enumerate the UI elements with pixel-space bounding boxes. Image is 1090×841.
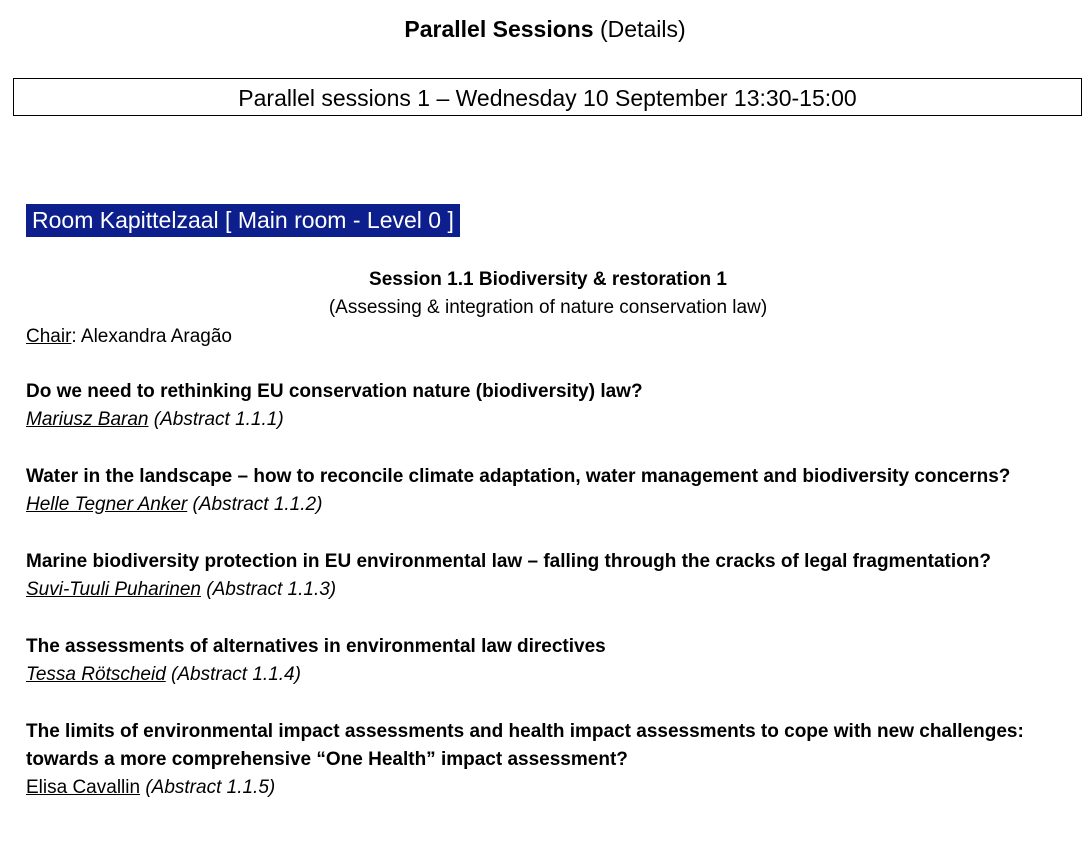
talk-author: Tessa Rötscheid — [26, 664, 166, 685]
session-title: Session 1.1 Biodiversity & restoration 1 — [369, 269, 727, 290]
talk-author-line — [26, 491, 1086, 519]
talk-title: The assessments of alternatives in environmental law directives — [26, 636, 606, 657]
talk-author-line — [26, 661, 1086, 689]
talk-abstract-ref: (Abstract 1.1.2) — [187, 494, 323, 515]
talk-item — [26, 633, 1086, 689]
talk-author-line — [26, 774, 1086, 802]
talk-title: Do we need to rethinking EU conservation nature (biodiversity) law? — [26, 381, 643, 402]
talk-title: The limits of environmental impact assessments and health impact assessments to cope with new challenges: towards a more comprehensive “One Health” impact assessment? — [26, 721, 1024, 770]
talk-author-line — [26, 576, 1086, 604]
talk-abstract-ref: (Abstract 1.1.4) — [165, 664, 301, 685]
talk-item — [26, 548, 1086, 604]
session-subtitle: (Assessing & integration of nature conservation law) — [328, 297, 768, 318]
page-title-main: Parallel Sessions — [404, 16, 594, 42]
talk-title: Marine biodiversity protection in EU environmental law – falling through the cracks of legal fragmentation? — [26, 551, 991, 572]
page-title-suffix: (Details) — [593, 16, 686, 42]
talk-item — [26, 463, 1086, 519]
parallel-session-header: Parallel sessions 1 – Wednesday 10 September 13:30-15:00 — [13, 78, 1082, 116]
talk-item — [26, 718, 1086, 802]
page-title — [0, 14, 1090, 44]
talk-title: Water in the landscape – how to reconcile climate adaptation, water management and biodiversity concerns? — [26, 466, 1011, 487]
talk-author: Elisa Cavallin — [26, 777, 141, 798]
talk-item — [26, 378, 1086, 434]
talk-author: Mariusz Baran — [26, 409, 149, 430]
talk-abstract-ref: (Abstract 1.1.1) — [148, 409, 284, 430]
talk-abstract-ref: (Abstract 1.1.5) — [140, 777, 276, 798]
session-heading — [0, 266, 1090, 322]
talk-author: Helle Tegner Anker — [26, 494, 188, 515]
chair-name: : Alexandra Aragão — [71, 326, 232, 347]
talk-author-line — [26, 406, 1086, 434]
talk-author: Suvi-Tuuli Puharinen — [26, 579, 201, 600]
talk-abstract-ref: (Abstract 1.1.3) — [200, 579, 337, 600]
chair-label: Chair — [26, 326, 72, 347]
session-chair — [26, 323, 232, 351]
room-banner: Room Kapittelzaal [ Main room - Level 0 ] — [26, 204, 460, 237]
